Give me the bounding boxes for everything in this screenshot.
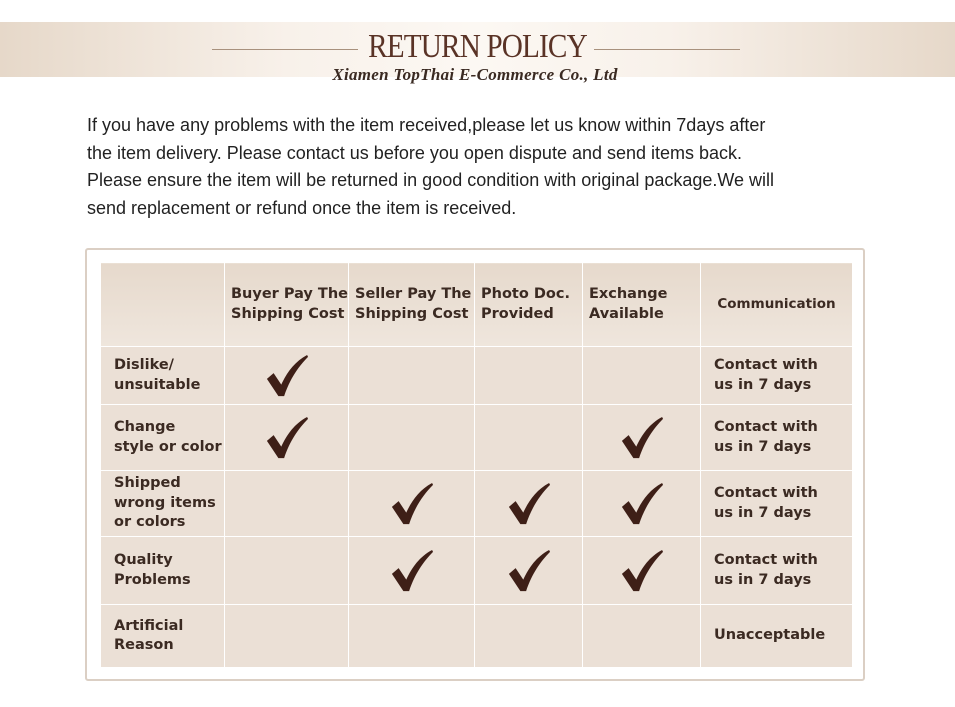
cell-line: Contact with	[714, 552, 818, 568]
checkmark-icon	[265, 416, 309, 460]
cell-line: style or color	[114, 438, 222, 455]
col-header-communication	[701, 263, 853, 347]
cell-buyer-pay	[225, 605, 349, 668]
cell-seller-pay	[349, 537, 475, 605]
intro-line: the item delivery. Please contact us before you open dispute and send items back.	[87, 142, 743, 163]
row-label	[101, 537, 225, 605]
checkmark-icon	[620, 549, 664, 593]
cell-buyer-pay	[225, 347, 349, 405]
cell-line: Reason	[114, 637, 174, 653]
intro-line: Please ensure the item will be returned in good condition with original package.We will	[87, 170, 775, 190]
checkmark-icon	[620, 482, 664, 526]
cell-communication	[701, 605, 853, 668]
cell-line: us in 7 days	[714, 438, 812, 455]
intro-line: If you have any problems with the item received,please let us know within 7days after	[87, 115, 766, 135]
cell-exchange	[583, 605, 701, 668]
checkmark-icon	[390, 482, 434, 526]
cell-line: Quality	[114, 552, 173, 568]
cell-line: or colors	[114, 514, 186, 531]
checkmark-icon	[265, 354, 309, 398]
col-header-line: Photo Doc.	[481, 286, 570, 302]
col-header-seller-pay	[349, 263, 475, 347]
checkmark-icon	[507, 549, 551, 593]
cell-line: Contact with	[714, 485, 818, 501]
cell-buyer-pay	[225, 405, 349, 471]
table-row	[101, 347, 853, 405]
row-label	[101, 471, 225, 537]
cell-exchange	[583, 347, 701, 405]
cell-communication	[701, 471, 853, 537]
col-header-buyer-pay	[225, 263, 349, 347]
company-name: Xiamen TopThai E-Commerce Co., Ltd	[332, 65, 618, 84]
cell-communication	[701, 347, 853, 405]
cell-line: Unacceptable	[714, 627, 826, 644]
col-header-line: Buyer Pay The	[231, 286, 348, 302]
table-row	[101, 605, 853, 668]
cell-photo-doc	[475, 605, 583, 668]
cell-line: Problems	[114, 571, 191, 588]
checkmark-icon	[507, 482, 551, 526]
col-header-line: Available	[589, 305, 664, 322]
cell-line: Shipped	[114, 475, 181, 492]
cell-line: Contact with	[714, 419, 818, 435]
header-empty-cell	[101, 263, 225, 347]
cell-exchange	[583, 405, 701, 471]
col-header-line: Exchange	[589, 286, 668, 302]
cell-line: us in 7 days	[714, 571, 812, 588]
col-header-photo-doc	[475, 263, 583, 347]
table-row	[101, 471, 853, 537]
table-row	[101, 405, 853, 471]
intro-line: send replacement or refund once the item is received.	[87, 197, 517, 218]
cell-line: us in 7 days	[714, 376, 812, 393]
page-title: RETURN POLICY	[368, 28, 587, 65]
col-header-line: Shipping Cost	[231, 305, 345, 322]
return-policy-table	[100, 262, 853, 668]
col-header-line: Shipping Cost	[355, 305, 469, 322]
row-label	[101, 347, 225, 405]
cell-seller-pay	[349, 405, 475, 471]
row-label	[101, 605, 225, 668]
cell-line: Dislike/	[114, 357, 174, 373]
policy-rows	[101, 347, 853, 668]
cell-communication	[701, 405, 853, 471]
checkmark-icon	[620, 416, 664, 460]
cell-line: Change	[114, 419, 176, 435]
cell-line: unsuitable	[114, 376, 201, 393]
cell-photo-doc	[475, 537, 583, 605]
cell-exchange	[583, 471, 701, 537]
col-header-line: Communication	[717, 295, 836, 312]
col-header-line: Provided	[481, 305, 554, 322]
cell-line: us in 7 days	[714, 504, 812, 521]
cell-buyer-pay	[225, 537, 349, 605]
cell-communication	[701, 537, 853, 605]
cell-exchange	[583, 537, 701, 605]
col-header-exchange	[583, 263, 701, 347]
cell-photo-doc	[475, 405, 583, 471]
checkmark-icon	[390, 549, 434, 593]
cell-line: wrong items	[114, 494, 216, 511]
table-row	[101, 537, 853, 605]
cell-seller-pay	[349, 605, 475, 668]
cell-seller-pay	[349, 471, 475, 537]
cell-buyer-pay	[225, 471, 349, 537]
cell-line: Artificial	[114, 617, 184, 634]
col-header-line: Seller Pay The	[355, 286, 472, 302]
cell-photo-doc	[475, 347, 583, 405]
policy-intro	[87, 112, 887, 222]
cell-seller-pay	[349, 347, 475, 405]
cell-line: Contact with	[714, 357, 818, 373]
cell-photo-doc	[475, 471, 583, 537]
row-label	[101, 405, 225, 471]
